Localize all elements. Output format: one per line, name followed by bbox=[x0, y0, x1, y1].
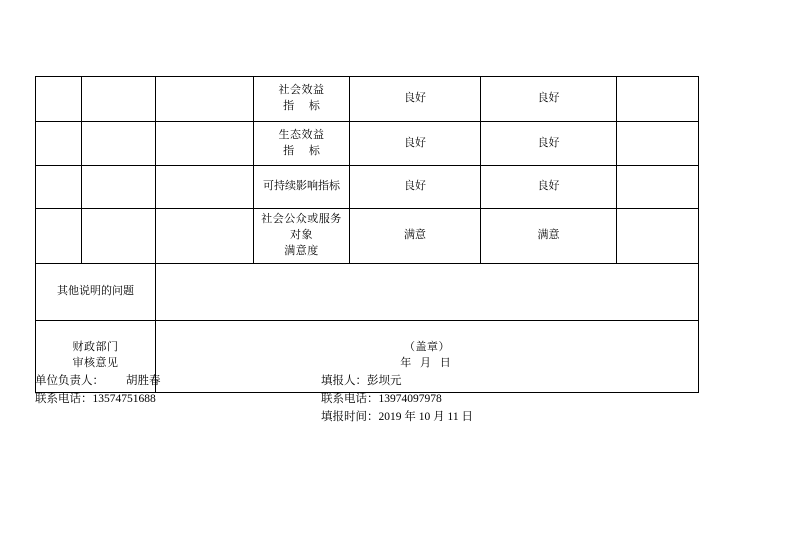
table-row bbox=[36, 77, 699, 122]
row-2-col-2 bbox=[82, 122, 156, 166]
unit-phone-label: 联系电话： bbox=[35, 393, 93, 405]
indicator-actual-sustainable-impact: 良好 bbox=[481, 166, 617, 209]
table-row bbox=[36, 166, 699, 209]
indicator-name-sustainable-impact: 可持续影响指标 bbox=[254, 166, 350, 209]
reporter-phone-value: 13974097978 bbox=[378, 393, 442, 405]
table-row bbox=[36, 209, 699, 264]
indicator-name-social-benefit bbox=[254, 77, 350, 122]
indicator-target-satisfaction: 满意 bbox=[350, 209, 481, 264]
indicator-actual-eco-benefit: 良好 bbox=[481, 122, 617, 166]
report-date-label: 填报时间： bbox=[321, 411, 379, 423]
performance-table-wrapper bbox=[35, 76, 698, 393]
unit-phone-value: 13574751688 bbox=[92, 393, 156, 405]
indicator-remark-social-benefit bbox=[617, 77, 699, 122]
performance-table bbox=[35, 76, 699, 393]
indicator-target-sustainable-impact: 良好 bbox=[350, 166, 481, 209]
row-4-col-3 bbox=[156, 209, 254, 264]
unit-head-label: 单位负责人： bbox=[35, 375, 104, 387]
indicator-line-1: 社会效益 bbox=[278, 84, 325, 97]
indicator-remark-eco-benefit bbox=[617, 122, 699, 166]
indicator-line-2: 指 标 bbox=[283, 100, 326, 112]
footer-block bbox=[35, 372, 735, 426]
row-2-col-1 bbox=[36, 122, 82, 166]
other-issues-row bbox=[36, 263, 699, 320]
reporter-field bbox=[321, 372, 402, 388]
indicator-name-satisfaction bbox=[254, 209, 350, 264]
report-date-field bbox=[321, 408, 473, 424]
other-issues-value bbox=[156, 263, 699, 320]
row-1-col-3 bbox=[156, 77, 254, 122]
footer-row-3 bbox=[35, 408, 735, 426]
row-4-col-1 bbox=[36, 209, 82, 264]
reporter-phone-field bbox=[321, 390, 442, 406]
indicator-remark-satisfaction bbox=[617, 209, 699, 264]
indicator-remark-sustainable-impact bbox=[617, 166, 699, 209]
footer-row-1 bbox=[35, 372, 735, 390]
reporter-label: 填报人： bbox=[321, 375, 367, 387]
indicator-name-eco-benefit bbox=[254, 122, 350, 166]
unit-head-field bbox=[35, 372, 161, 388]
row-3-col-1 bbox=[36, 166, 82, 209]
indicator-line-1: 生态效益 bbox=[278, 128, 325, 141]
indicator-actual-social-benefit: 良好 bbox=[481, 77, 617, 122]
row-3-col-2 bbox=[82, 166, 156, 209]
row-1-col-2 bbox=[82, 77, 156, 122]
indicator-target-social-benefit: 良好 bbox=[350, 77, 481, 122]
other-issues-label: 其他说明的问题 bbox=[36, 263, 156, 320]
footer-row-2 bbox=[35, 390, 735, 408]
row-3-col-3 bbox=[156, 166, 254, 209]
reporter-name: 彭坝元 bbox=[367, 375, 402, 387]
table-row bbox=[36, 122, 699, 166]
report-date-value: 2019 年 10 月 11 日 bbox=[378, 411, 473, 423]
finance-label-line-1: 财政部门 bbox=[72, 341, 119, 354]
indicator-target-eco-benefit: 良好 bbox=[350, 122, 481, 166]
row-1-col-1 bbox=[36, 77, 82, 122]
row-4-col-2 bbox=[82, 209, 156, 264]
indicator-line-1: 社会公众或服务对象 bbox=[261, 213, 342, 241]
row-2-col-3 bbox=[156, 122, 254, 166]
unit-phone-field bbox=[35, 390, 156, 406]
reporter-phone-label: 联系电话： bbox=[321, 393, 379, 405]
indicator-line-2: 满意度 bbox=[284, 244, 319, 257]
finance-label-line-2: 审核意见 bbox=[72, 357, 119, 370]
seal-placeholder: （盖章） bbox=[404, 341, 450, 354]
indicator-actual-satisfaction: 满意 bbox=[481, 209, 617, 264]
date-placeholder: 年 月 日 bbox=[400, 357, 454, 370]
indicator-line-2: 指 标 bbox=[283, 144, 326, 157]
unit-head-name: 胡胜春 bbox=[126, 375, 161, 387]
